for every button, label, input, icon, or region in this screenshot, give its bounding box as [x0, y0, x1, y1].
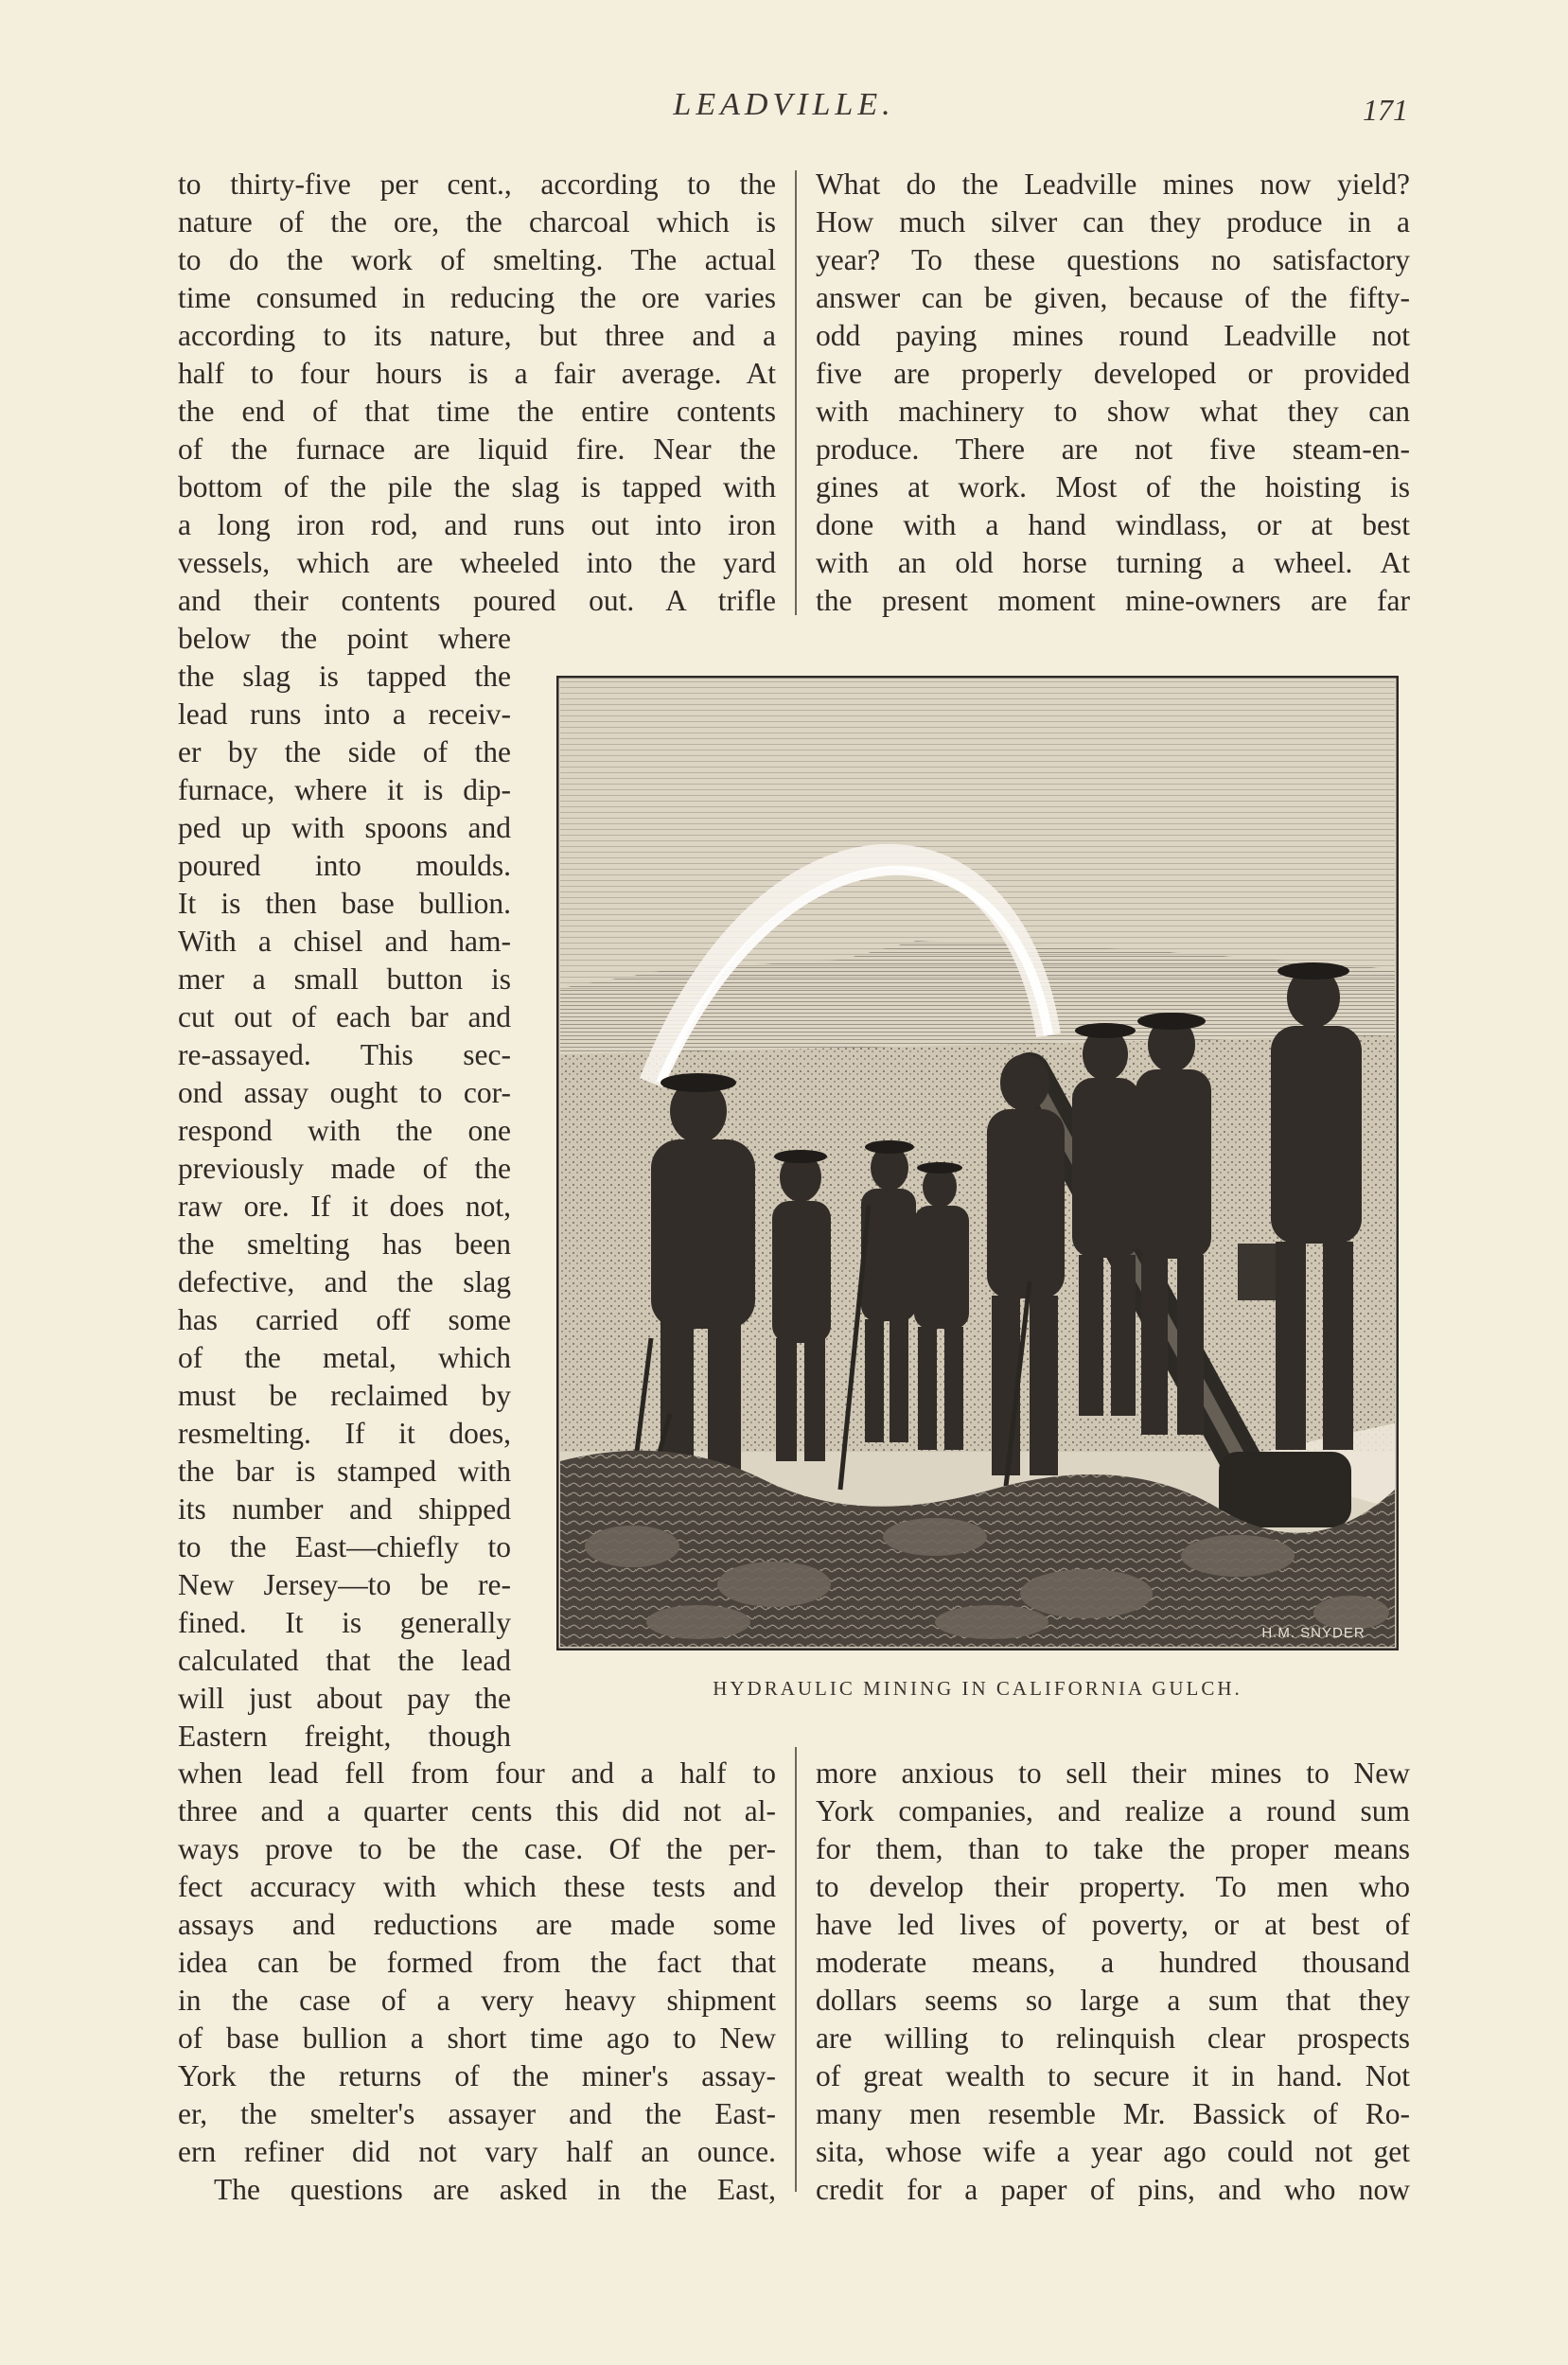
text-line: answer can be given, because of the fifty-: [816, 281, 1410, 314]
text-line: idea can be formed from the fact that: [178, 1946, 776, 1979]
text-line: many men resemble Mr. Bassick of Ro-: [816, 2097, 1410, 2130]
text-line: to the East—chiefly to: [178, 1530, 511, 1563]
text-line: nature of the ore, the charcoal which is: [178, 205, 776, 238]
text-line: with machinery to show what they can: [816, 395, 1410, 428]
left-column-bottom-text: [178, 1755, 776, 2209]
text-line: with an old horse turning a wheel. At: [816, 546, 1410, 579]
text-line: poured into moulds.: [178, 849, 511, 882]
right-column-bottom-text: [816, 1755, 1410, 2209]
text-line: bottom of the pile the slag is tapped with: [178, 470, 776, 503]
text-line: assays and reductions are made some: [178, 1908, 776, 1941]
text-line: mer a small button is: [178, 962, 511, 996]
text-line: the slag is tapped the: [178, 660, 511, 693]
left-column-top-text: [178, 166, 776, 620]
running-title: LEADVILLE.: [673, 87, 895, 122]
column-rule-top: [795, 170, 797, 615]
text-line: raw ore. If it does not,: [178, 1190, 511, 1223]
text-line: lead runs into a receiv-: [178, 697, 511, 731]
text-line: of the metal, which: [178, 1341, 511, 1374]
text-line: er, the smelter's assayer and the East-: [178, 2097, 776, 2130]
text-line: to develop their property. To men who: [816, 1870, 1410, 1903]
text-line: York companies, and realize a round sum: [816, 1794, 1410, 1827]
text-line: must be reclaimed by: [178, 1379, 511, 1412]
text-line: year? To these questions no satisfactory: [816, 243, 1410, 276]
text-line: time consumed in reducing the ore varies: [178, 281, 776, 314]
text-line: gines at work. Most of the hoisting is: [816, 470, 1410, 503]
text-line: previously made of the: [178, 1152, 511, 1185]
text-line: a long iron rod, and runs out into iron: [178, 508, 776, 541]
text-line: The questions are asked in the East,: [214, 2173, 776, 2206]
text-line: the bar is stamped with: [178, 1455, 511, 1488]
monitor-base: [1219, 1452, 1351, 1527]
text-line: of great wealth to secure it in hand. Not: [816, 2059, 1410, 2092]
text-line: its number and shipped: [178, 1492, 511, 1526]
text-line: are willing to relinquish clear prospects: [816, 2021, 1410, 2055]
column-rule-bottom: [795, 1747, 797, 2192]
text-line: ond assay ought to cor-: [178, 1076, 511, 1109]
text-line: of the furnace are liquid fire. Near the: [178, 432, 776, 466]
figure-caption: HYDRAULIC MINING IN CALIFORNIA GULCH.: [713, 1677, 1242, 1700]
text-line: re-assayed. This sec-: [178, 1038, 511, 1071]
text-line: the smelting has been: [178, 1227, 511, 1261]
engraver-signature: H.M. SNYDER: [1261, 1625, 1365, 1641]
text-line: credit for a paper of pins, and who now: [816, 2173, 1410, 2206]
text-line: the end of that time the entire contents: [178, 395, 776, 428]
text-line: and their contents poured out. A trifle: [178, 584, 776, 617]
text-line: have led lives of poverty, or at best of: [816, 1908, 1410, 1941]
illustration-hydraulic-mining: [556, 676, 1399, 1650]
text-line: defective, and the slag: [178, 1265, 511, 1298]
page-number: 171: [1363, 93, 1408, 127]
bucket: [1238, 1244, 1276, 1300]
text-line: What do the Leadville mines now yield?: [816, 168, 1410, 201]
text-line: calculated that the lead: [178, 1644, 511, 1677]
text-line: resmelting. If it does,: [178, 1417, 511, 1450]
text-line: ped up with spoons and: [178, 811, 511, 844]
text-line: more anxious to sell their mines to New: [816, 1756, 1410, 1790]
text-line: Eastern freight, though: [178, 1720, 511, 1753]
text-line: cut out of each bar and: [178, 1000, 511, 1033]
text-line: to thirty-five per cent., according to the: [178, 168, 776, 201]
text-line: fined. It is generally: [178, 1606, 511, 1639]
text-line: of base bullion a short time ago to New: [178, 2021, 776, 2055]
text-line: ern refiner did not vary half an ounce.: [178, 2135, 776, 2168]
text-line: three and a quarter cents this did not al-: [178, 1794, 776, 1827]
text-line: York the returns of the miner's assay-: [178, 2059, 776, 2092]
text-line: How much silver can they produce in a: [816, 205, 1410, 238]
text-line: It is then base bullion.: [178, 887, 511, 920]
text-line: fect accuracy with which these tests and: [178, 1870, 776, 1903]
text-line: With a chisel and ham-: [178, 925, 511, 958]
left-column-narrow-text: [178, 620, 511, 1756]
text-line: according to its nature, but three and a: [178, 319, 776, 352]
text-line: to do the work of smelting. The actual: [178, 243, 776, 276]
text-line: furnace, where it is dip-: [178, 773, 511, 806]
text-line: below the point where: [178, 622, 511, 655]
text-line: moderate means, a hundred thousand: [816, 1946, 1410, 1979]
text-line: er by the side of the: [178, 735, 511, 768]
text-line: sita, whose wife a year ago could not get: [816, 2135, 1410, 2168]
text-line: respond with the one: [178, 1114, 511, 1147]
text-line: when lead fell from four and a half to: [178, 1756, 776, 1790]
text-line: five are properly developed or provided: [816, 357, 1410, 390]
text-line: produce. There are not five steam-en-: [816, 432, 1410, 466]
text-line: has carried off some: [178, 1303, 511, 1336]
text-line: New Jersey—to be re-: [178, 1568, 511, 1601]
text-line: odd paying mines round Leadville not: [816, 319, 1410, 352]
text-line: will just about pay the: [178, 1682, 511, 1715]
text-line: in the case of a very heavy shipment: [178, 1984, 776, 2017]
text-line: the present moment mine-owners are far: [816, 584, 1410, 617]
right-column-top-text: [816, 166, 1410, 620]
text-line: done with a hand windlass, or at best: [816, 508, 1410, 541]
text-line: half to four hours is a fair average. At: [178, 357, 776, 390]
text-line: vessels, which are wheeled into the yard: [178, 546, 776, 579]
text-line: for them, than to take the proper means: [816, 1832, 1410, 1865]
text-line: ways prove to be the case. Of the per-: [178, 1832, 776, 1865]
text-line: dollars seems so large a sum that they: [816, 1984, 1410, 2017]
